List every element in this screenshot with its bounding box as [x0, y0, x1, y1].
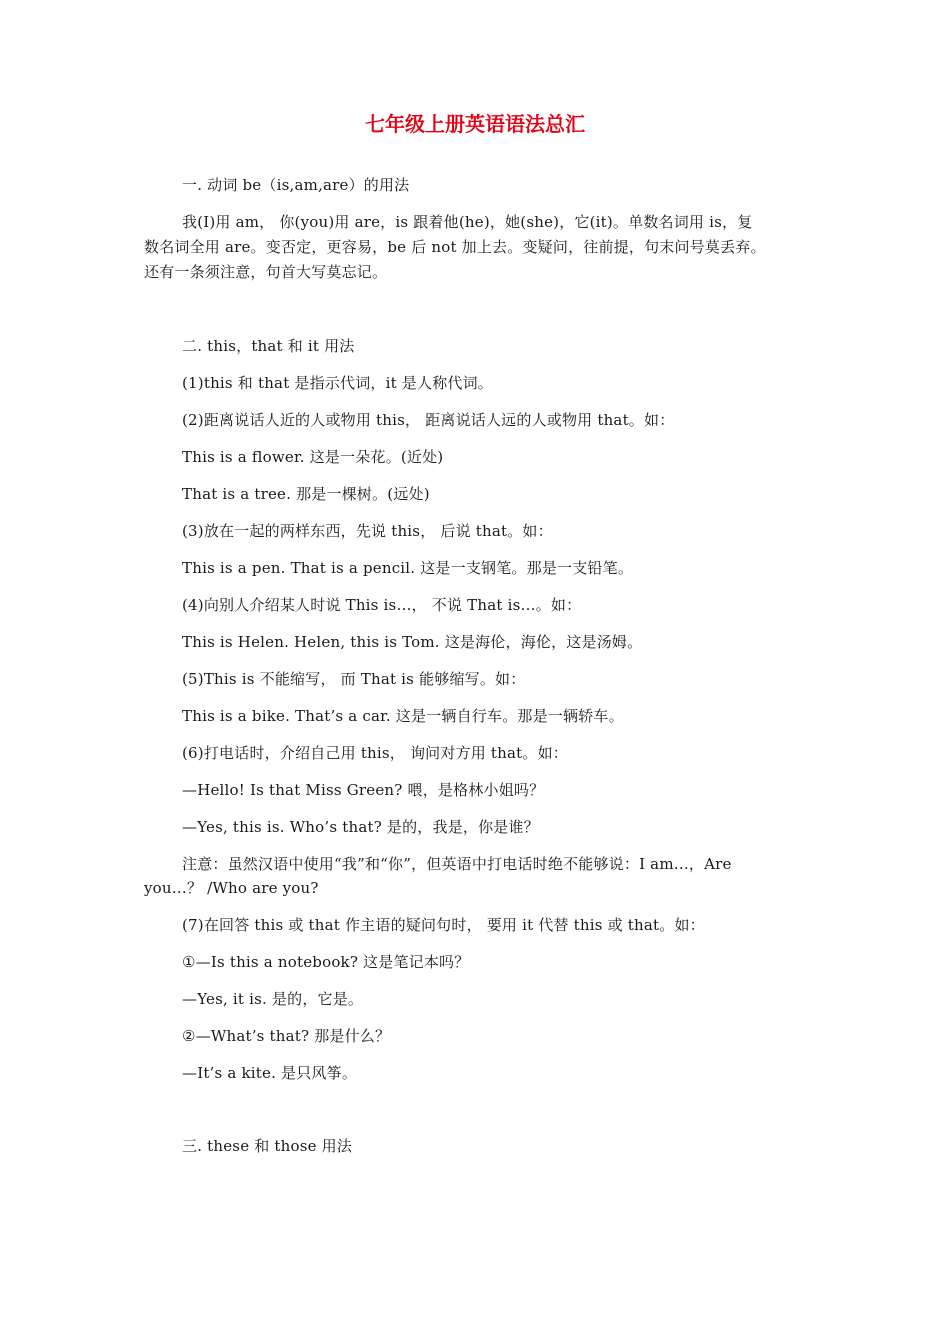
example-line: ②—What’s that? 那是什么？ — [182, 1027, 391, 1045]
text-line: (4)向别人介绍某人时说 This is…， 不说 That is…。如： — [182, 596, 582, 614]
paragraph-line: 还有一条须注意，句首大写莫忘记。 — [144, 263, 388, 281]
example-line: This is a bike. That’s a car. 这是一辆自行车。那是一辆轿车。 — [182, 707, 624, 725]
section-2-heading: 二. this，that 和 it 用法 — [182, 337, 355, 355]
section-3-heading: 三. these 和 those 用法 — [182, 1137, 353, 1155]
example-line: ①—Is this a notebook? 这是笔记本吗？ — [182, 953, 470, 971]
example-line: This is a pen. That is a pencil. 这是一支钢笔。那是一支铅笔。 — [182, 559, 634, 577]
text-line: (5)This is 不能缩写， 而 That is 能够缩写。如： — [182, 670, 526, 688]
example-line: —It’s a kite. 是只风筝。 — [182, 1064, 358, 1082]
text-line: (3)放在一起的两样东西，先说 this， 后说 that。如： — [182, 522, 553, 540]
paragraph-line: 我(I)用 am， 你(you)用 are，is 跟着他(he)，她(she)，它(it)。单数名词用 is，复 — [182, 213, 753, 231]
example-line: This is Helen. Helen, this is Tom. 这是海伦，海伦，这是汤姆。 — [182, 633, 643, 651]
text-line: (1)this 和 that 是指示代词，it 是人称代词。 — [182, 374, 493, 392]
text-line: (2)距离说话人近的人或物用 this， 距离说话人远的人或物用 that。如： — [182, 411, 675, 429]
note-line: 注意：虽然汉语中使用“我”和“你”，但英语中打电话时绝不能够说：I am…，Are — [182, 855, 732, 873]
example-line: —Yes, it is. 是的，它是。 — [182, 990, 364, 1008]
example-line: —Yes, this is. Who’s that? 是的，我是，你是谁？ — [182, 818, 539, 836]
example-line: —Hello! Is that Miss Green? 喂，是格林小姐吗？ — [182, 781, 545, 799]
text-line: (7)在回答 this 或 that 作主语的疑问句时， 要用 it 代替 this 或 that。如： — [182, 916, 705, 934]
document-title: 七年级上册英语语法总汇 — [365, 112, 585, 136]
paragraph-line: 数名词全用 are。变否定，更容易，be 后 not 加上去。变疑问，往前提，句末问号莫丢弃。 — [144, 238, 766, 256]
example-line: That is a tree. 那是一棵树。(远处) — [182, 485, 430, 503]
note-line: you…？ /Who are you? — [144, 879, 319, 897]
section-1-heading: 一. 动词 be（is,am,are）的用法 — [182, 176, 410, 194]
example-line: This is a flower. 这是一朵花。(近处) — [182, 448, 444, 466]
text-line: (6)打电话时，介绍自己用 this， 询问对方用 that。如： — [182, 744, 568, 762]
